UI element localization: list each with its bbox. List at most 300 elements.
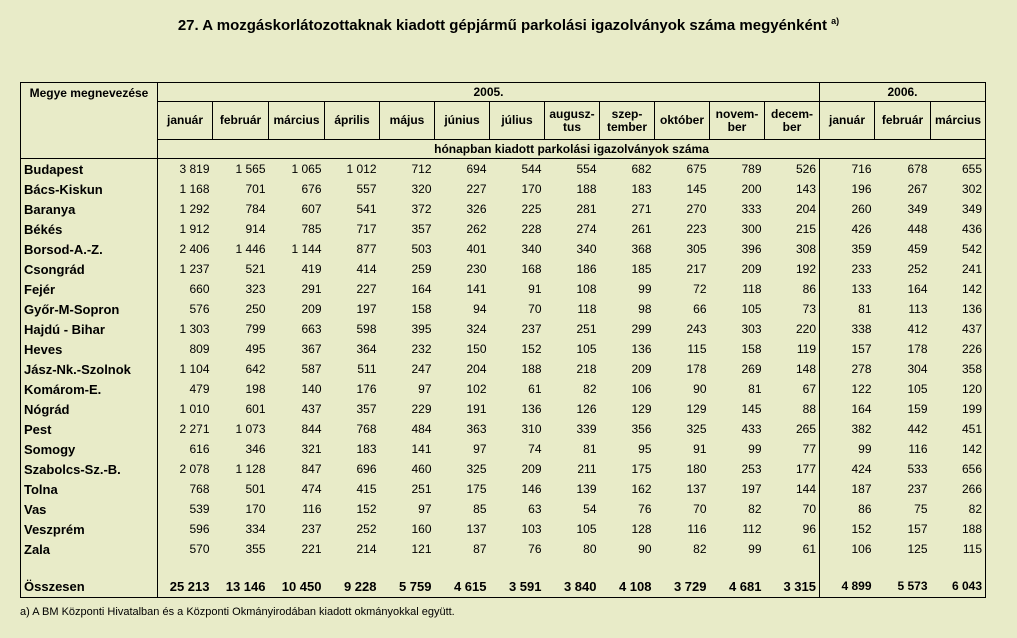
value-cell: 209	[301, 302, 322, 316]
value-cell: 72	[693, 282, 707, 296]
value-cell: 218	[576, 362, 597, 376]
value-cell: 164	[851, 402, 872, 416]
value-cell: 82	[748, 502, 762, 516]
value-cell: 479	[189, 382, 210, 396]
value-cell: 214	[356, 542, 377, 556]
value-cell: 281	[576, 202, 597, 216]
value-cell: 86	[858, 502, 872, 516]
value-cell: 215	[765, 219, 820, 239]
value-cell: 90	[693, 382, 707, 396]
value-cell: 120	[931, 379, 986, 399]
value-cell: 1 012	[346, 162, 377, 176]
value-cell: 152	[851, 522, 872, 536]
table-row	[21, 519, 986, 539]
value-cell: 656	[931, 459, 986, 479]
month-header: január	[158, 102, 213, 140]
value-cell: 94	[473, 302, 487, 316]
table-row	[21, 279, 986, 299]
value-cell: 204	[765, 199, 820, 219]
value-cell: 99	[748, 442, 762, 456]
value-cell: 118	[742, 282, 762, 296]
value-cell: 13 146	[213, 575, 269, 598]
value-cell: 164	[907, 282, 928, 296]
value-cell: 96	[765, 519, 820, 539]
value-cell: 642	[245, 362, 266, 376]
value-cell: 158	[741, 342, 762, 356]
value-cell: 247	[411, 362, 432, 376]
value-cell: 340	[576, 242, 597, 256]
value-cell: 768	[189, 482, 210, 496]
value-cell: 99	[858, 442, 872, 456]
county-name: Nógrád	[21, 399, 158, 419]
value-cell: 6 043	[931, 575, 986, 598]
value-cell: 1 104	[179, 362, 210, 376]
county-name: Zala	[21, 539, 158, 559]
value-cell: 186	[576, 262, 597, 276]
value-cell: 118	[577, 302, 597, 316]
value-cell: 61	[765, 539, 820, 559]
value-cell: 544	[521, 162, 542, 176]
value-cell: 188	[521, 362, 542, 376]
value-cell: 145	[686, 182, 707, 196]
value-cell: 3 819	[179, 162, 210, 176]
value-cell: 419	[301, 262, 322, 276]
value-cell: 325	[686, 422, 707, 436]
value-cell: 221	[301, 542, 322, 556]
value-cell: 250	[245, 302, 266, 316]
value-cell: 333	[741, 202, 762, 216]
value-cell: 541	[356, 202, 377, 216]
table-row	[21, 339, 986, 359]
county-name: Pest	[21, 419, 158, 439]
value-cell: 223	[686, 222, 707, 236]
month-header: augusz- tus	[545, 102, 600, 140]
value-cell: 70	[693, 502, 707, 516]
value-cell: 152	[521, 342, 542, 356]
value-cell: 159	[907, 402, 928, 416]
value-cell: 5 759	[380, 575, 435, 598]
value-cell: 364	[356, 342, 377, 356]
value-cell: 183	[356, 442, 377, 456]
value-cell: 340	[521, 242, 542, 256]
value-cell: 196	[851, 182, 872, 196]
value-cell: 267	[907, 182, 928, 196]
value-cell: 303	[741, 322, 762, 336]
county-name: Bács-Kiskun	[21, 179, 158, 199]
value-cell: 259	[411, 262, 432, 276]
table-row	[21, 459, 986, 479]
value-cell: 1 912	[179, 222, 210, 236]
value-cell: 82	[693, 542, 707, 556]
value-cell: 76	[528, 542, 542, 556]
value-cell: 1 237	[179, 262, 210, 276]
value-cell: 261	[631, 222, 652, 236]
value-cell: 197	[741, 482, 762, 496]
value-cell: 424	[851, 462, 872, 476]
footnote: a) A BM Központi Hivatalban és a Központi Okmányirodában kiadott okmányokkal együtt.	[20, 606, 455, 618]
value-cell: 115	[931, 539, 986, 559]
value-cell: 86	[765, 279, 820, 299]
value-cell: 4 108	[600, 575, 655, 598]
county-name: Hajdú - Bihar	[21, 319, 158, 339]
value-cell: 844	[301, 422, 322, 436]
value-cell: 278	[851, 362, 872, 376]
value-cell: 204	[466, 362, 487, 376]
value-cell: 144	[765, 479, 820, 499]
value-cell: 122	[851, 382, 872, 396]
value-cell: 103	[521, 522, 542, 536]
value-cell: 76	[638, 502, 652, 516]
value-cell: 97	[418, 382, 432, 396]
value-cell: 663	[301, 322, 322, 336]
value-cell: 601	[245, 402, 266, 416]
value-cell: 187	[851, 482, 872, 496]
month-header: április	[325, 102, 380, 140]
value-cell: 359	[851, 242, 872, 256]
value-cell: 170	[521, 182, 542, 196]
value-cell: 54	[583, 502, 597, 516]
value-cell: 106	[631, 382, 652, 396]
value-cell: 125	[907, 542, 928, 556]
table-row	[21, 379, 986, 399]
value-cell: 4 681	[710, 575, 765, 598]
value-cell: 357	[356, 402, 377, 416]
value-cell: 185	[631, 262, 652, 276]
value-cell: 270	[686, 202, 707, 216]
value-cell: 198	[245, 382, 266, 396]
value-cell: 252	[356, 522, 377, 536]
value-cell: 474	[301, 482, 322, 496]
value-cell: 598	[356, 322, 377, 336]
value-cell: 437	[301, 402, 322, 416]
value-cell: 178	[686, 362, 707, 376]
table-row	[21, 439, 986, 459]
value-cell: 395	[411, 322, 432, 336]
value-cell: 99	[748, 542, 762, 556]
value-cell: 310	[521, 422, 542, 436]
value-cell: 88	[765, 399, 820, 419]
value-cell: 1 128	[235, 462, 266, 476]
value-cell: 232	[411, 342, 432, 356]
value-cell: 106	[851, 542, 872, 556]
table-row	[21, 259, 986, 279]
subheader: hónapban kiadott parkolási igazolványok száma	[158, 140, 986, 159]
value-cell: 521	[245, 262, 266, 276]
value-cell: 97	[418, 502, 432, 516]
value-cell: 119	[765, 339, 820, 359]
value-cell: 73	[765, 299, 820, 319]
table-row	[21, 499, 986, 519]
value-cell: 305	[686, 242, 707, 256]
county-name: Vas	[21, 499, 158, 519]
value-cell: 226	[931, 339, 986, 359]
value-cell: 145	[741, 402, 762, 416]
value-cell: 75	[914, 502, 928, 516]
value-cell: 484	[411, 422, 432, 436]
value-cell: 414	[356, 262, 377, 276]
value-cell: 349	[931, 199, 986, 219]
value-cell: 511	[357, 362, 377, 376]
value-cell: 82	[931, 499, 986, 519]
value-cell: 148	[765, 359, 820, 379]
county-name: Győr-M-Sopron	[21, 299, 158, 319]
county-name: Somogy	[21, 439, 158, 459]
value-cell: 358	[931, 359, 986, 379]
value-cell: 128	[631, 522, 652, 536]
county-name: Heves	[21, 339, 158, 359]
value-cell: 164	[411, 282, 432, 296]
value-cell: 433	[741, 422, 762, 436]
value-cell: 200	[741, 182, 762, 196]
value-cell: 192	[765, 259, 820, 279]
value-cell: 70	[765, 499, 820, 519]
value-cell: 81	[583, 442, 597, 456]
value-cell: 1 065	[291, 162, 322, 176]
value-cell: 266	[931, 479, 986, 499]
value-cell: 121	[411, 542, 432, 556]
year-2006-header: 2006.	[820, 83, 986, 102]
value-cell: 176	[356, 382, 377, 396]
month-header: február	[213, 102, 269, 140]
value-cell: 168	[521, 262, 542, 276]
value-cell: 576	[189, 302, 210, 316]
value-cell: 142	[931, 279, 986, 299]
table-row	[21, 419, 986, 439]
value-cell: 607	[301, 202, 322, 216]
value-cell: 91	[528, 282, 542, 296]
value-cell: 789	[741, 162, 762, 176]
value-cell: 262	[466, 222, 487, 236]
value-cell: 141	[466, 282, 487, 296]
table-row	[21, 159, 986, 180]
county-header: Megye megnevezése	[21, 83, 158, 159]
value-cell: 91	[693, 442, 707, 456]
county-name: Jász-Nk.-Szolnok	[21, 359, 158, 379]
value-cell: 914	[245, 222, 266, 236]
county-name: Budapest	[21, 159, 158, 180]
value-cell: 150	[466, 342, 487, 356]
value-cell: 209	[741, 262, 762, 276]
value-cell: 237	[301, 522, 322, 536]
table-body	[21, 159, 986, 598]
value-cell: 320	[411, 182, 432, 196]
value-cell: 4 615	[435, 575, 490, 598]
value-cell: 133	[851, 282, 872, 296]
table-row	[21, 359, 986, 379]
spacer-row	[21, 559, 986, 575]
value-cell: 346	[245, 442, 266, 456]
month-header: március	[269, 102, 325, 140]
value-cell: 143	[765, 179, 820, 199]
value-cell: 162	[631, 482, 652, 496]
month-header: július	[490, 102, 545, 140]
value-cell: 701	[245, 182, 266, 196]
month-header: március	[931, 102, 986, 140]
value-cell: 3 729	[655, 575, 710, 598]
value-cell: 243	[686, 322, 707, 336]
value-cell: 129	[686, 402, 707, 416]
value-cell: 170	[245, 502, 266, 516]
value-cell: 660	[189, 282, 210, 296]
value-cell: 81	[858, 302, 872, 316]
value-cell: 2 078	[179, 462, 210, 476]
table-row	[21, 479, 986, 499]
value-cell: 299	[631, 322, 652, 336]
value-cell: 4 899	[820, 575, 875, 598]
value-cell: 67	[765, 379, 820, 399]
value-cell: 3 840	[545, 575, 600, 598]
value-cell: 451	[931, 419, 986, 439]
value-cell: 80	[583, 542, 597, 556]
value-cell: 126	[576, 402, 597, 416]
value-cell: 784	[245, 202, 266, 216]
value-cell: 241	[931, 259, 986, 279]
county-name: Komárom-E.	[21, 379, 158, 399]
value-cell: 1 303	[179, 322, 210, 336]
value-cell: 1 292	[179, 202, 210, 216]
table-row	[21, 539, 986, 559]
value-cell: 1 168	[179, 182, 210, 196]
value-cell: 304	[907, 362, 928, 376]
value-cell: 533	[907, 462, 928, 476]
value-cell: 300	[741, 222, 762, 236]
value-cell: 253	[741, 462, 762, 476]
value-cell: 9 228	[325, 575, 380, 598]
value-cell: 326	[466, 202, 487, 216]
value-cell: 308	[765, 239, 820, 259]
value-cell: 136	[931, 299, 986, 319]
value-cell: 136	[631, 342, 652, 356]
value-cell: 357	[411, 222, 432, 236]
value-cell: 2 271	[179, 422, 210, 436]
value-cell: 141	[411, 442, 432, 456]
value-cell: 321	[301, 442, 322, 456]
value-cell: 655	[931, 159, 986, 180]
value-cell: 220	[765, 319, 820, 339]
value-cell: 349	[907, 202, 928, 216]
value-cell: 799	[245, 322, 266, 336]
value-cell: 877	[356, 242, 377, 256]
table-row	[21, 239, 986, 259]
value-cell: 503	[411, 242, 432, 256]
month-header-row	[21, 102, 986, 140]
value-cell: 401	[466, 242, 487, 256]
value-cell: 237	[907, 482, 928, 496]
value-cell: 785	[301, 222, 322, 236]
value-cell: 495	[245, 342, 266, 356]
value-cell: 25 213	[158, 575, 213, 598]
value-cell: 237	[521, 322, 542, 336]
month-header: június	[435, 102, 490, 140]
value-cell: 338	[851, 322, 872, 336]
value-cell: 809	[189, 342, 210, 356]
value-cell: 225	[521, 202, 542, 216]
value-cell: 95	[638, 442, 652, 456]
value-cell: 682	[631, 162, 652, 176]
value-cell: 129	[631, 402, 652, 416]
value-cell: 694	[466, 162, 487, 176]
value-cell: 211	[577, 462, 597, 476]
total-label: Összesen	[21, 575, 158, 598]
value-cell: 847	[301, 462, 322, 476]
value-cell: 105	[576, 342, 597, 356]
total-row	[21, 575, 986, 598]
value-cell: 105	[576, 522, 597, 536]
table-row	[21, 299, 986, 319]
value-cell: 1 144	[291, 242, 322, 256]
value-cell: 3 315	[765, 575, 820, 598]
value-cell: 1 446	[235, 242, 266, 256]
value-cell: 291	[301, 282, 322, 296]
value-cell: 265	[765, 419, 820, 439]
value-cell: 616	[189, 442, 210, 456]
value-cell: 136	[521, 402, 542, 416]
value-cell: 105	[741, 302, 762, 316]
value-cell: 158	[411, 302, 432, 316]
value-cell: 260	[851, 202, 872, 216]
value-cell: 87	[473, 542, 487, 556]
value-cell: 323	[245, 282, 266, 296]
table-title: 27. A mozgáskorlátozottaknak kiadott gépjármű parkolási igazolványok száma megyénként $^{a)}$	[177, 16, 840, 34]
value-cell: 217	[686, 262, 707, 276]
value-cell: 81	[748, 382, 762, 396]
value-cell: 252	[907, 262, 928, 276]
value-cell: 227	[356, 282, 377, 296]
value-cell: 70	[528, 302, 542, 316]
month-header: május	[380, 102, 435, 140]
value-cell: 436	[931, 219, 986, 239]
value-cell: 675	[686, 162, 707, 176]
value-cell: 251	[411, 482, 432, 496]
table-row	[21, 399, 986, 419]
value-cell: 334	[245, 522, 266, 536]
value-cell: 269	[741, 362, 762, 376]
value-cell: 426	[851, 222, 872, 236]
value-cell: 554	[576, 162, 597, 176]
value-cell: 197	[356, 302, 377, 316]
value-cell: 97	[473, 442, 487, 456]
month-header: október	[655, 102, 710, 140]
value-cell: 157	[851, 342, 872, 356]
value-cell: 339	[576, 422, 597, 436]
month-header: január	[820, 102, 875, 140]
value-cell: 137	[466, 522, 487, 536]
value-cell: 396	[741, 242, 762, 256]
value-cell: 460	[411, 462, 432, 476]
county-name: Borsod-A.-Z.	[21, 239, 158, 259]
value-cell: 175	[466, 482, 487, 496]
value-cell: 274	[576, 222, 597, 236]
value-cell: 372	[411, 202, 432, 216]
value-cell: 139	[576, 482, 597, 496]
value-cell: 157	[907, 522, 928, 536]
county-name: Csongrád	[21, 259, 158, 279]
value-cell: 116	[302, 502, 322, 516]
value-cell: 229	[411, 402, 432, 416]
county-name: Veszprém	[21, 519, 158, 539]
month-header: decem- ber	[765, 102, 820, 140]
value-cell: 271	[631, 202, 652, 216]
value-cell: 77	[765, 439, 820, 459]
value-cell: 175	[631, 462, 652, 476]
value-cell: 570	[189, 542, 210, 556]
value-cell: 526	[765, 159, 820, 180]
value-cell: 160	[411, 522, 432, 536]
value-cell: 437	[931, 319, 986, 339]
value-cell: 539	[189, 502, 210, 516]
value-cell: 448	[907, 222, 928, 236]
value-cell: 368	[631, 242, 652, 256]
